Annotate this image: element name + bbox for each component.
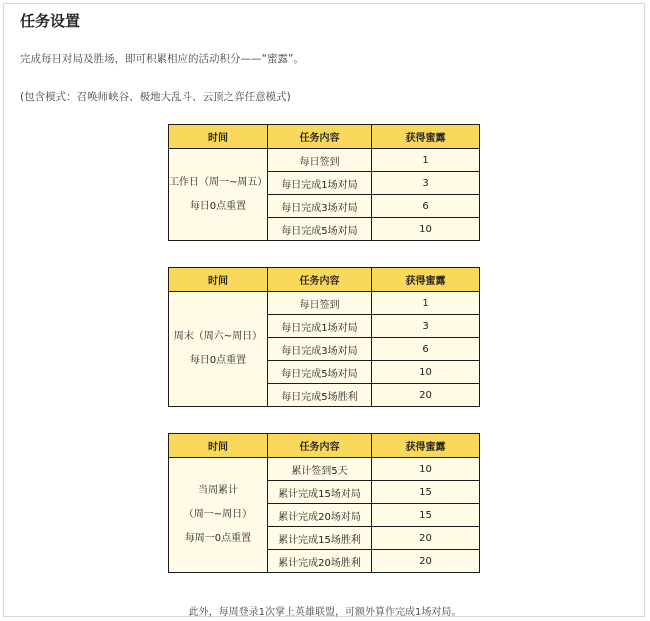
task-cell: 每日完成1场对局 <box>268 315 372 338</box>
header-task: 任务内容 <box>268 434 372 458</box>
reward-cell: 20 <box>372 550 480 573</box>
table-row <box>169 292 480 315</box>
task-cell: 累计完成20场对局 <box>268 504 372 527</box>
header-task: 任务内容 <box>268 125 372 149</box>
period-cell <box>169 458 268 573</box>
task-cell: 每日完成5场对局 <box>268 361 372 384</box>
header-reward: 获得蜜露 <box>372 434 480 458</box>
header-reward: 获得蜜露 <box>372 125 480 149</box>
reward-cell: 15 <box>372 504 480 527</box>
reward-cell: 10 <box>372 458 480 481</box>
period-cell <box>169 149 268 241</box>
page-title: 任务设置 <box>20 12 81 30</box>
task-cell: 每日完成3场对局 <box>268 338 372 361</box>
reward-cell: 1 <box>372 292 480 315</box>
reward-cell: 10 <box>372 361 480 384</box>
header-time: 时间 <box>169 434 268 458</box>
task-cell: 每日完成5场胜利 <box>268 384 372 407</box>
intro-text: 完成每日对局及胜场，即可积累相应的活动积分——“蜜露”。 <box>20 53 304 65</box>
task-cell: 每日完成3场对局 <box>268 195 372 218</box>
table-row <box>169 149 480 172</box>
task-cell: 累计签到5天 <box>268 458 372 481</box>
weekend-task-table <box>168 267 480 407</box>
task-cell: 累计完成15场对局 <box>268 481 372 504</box>
table-header-row <box>169 268 480 292</box>
reward-cell: 20 <box>372 384 480 407</box>
weekday-task-table <box>168 124 480 241</box>
period-line: 每日0点重置 <box>189 200 247 212</box>
task-cell: 累计完成20场胜利 <box>268 550 372 573</box>
period-line: 工作日（周一~周五） <box>169 176 268 188</box>
period-line: 每周一0点重置 <box>184 533 252 544</box>
footer-note: 此外，每周登录1次掌上英雄联盟，可额外算作完成1场对局。 <box>188 607 462 618</box>
reward-cell: 3 <box>372 315 480 338</box>
reward-cell: 3 <box>372 172 480 195</box>
reward-cell: 10 <box>372 218 480 241</box>
period-line: 周末（周六~周日） <box>173 331 263 342</box>
period-line: 当周累计 <box>198 485 238 496</box>
table-header-row <box>169 434 480 458</box>
table-header-row <box>169 125 480 149</box>
task-cell: 每日完成1场对局 <box>268 172 372 195</box>
task-cell: 每日签到 <box>268 292 372 315</box>
header-time: 时间 <box>169 268 268 292</box>
period-line: （周一~周日） <box>183 509 253 520</box>
header-time: 时间 <box>169 125 268 149</box>
header-task: 任务内容 <box>268 268 372 292</box>
task-cell: 每日签到 <box>268 149 372 172</box>
table-row <box>169 458 480 481</box>
period-cell <box>169 292 268 407</box>
task-cell: 累计完成15场胜利 <box>268 527 372 550</box>
period-line: 每日0点重置 <box>189 355 247 366</box>
reward-cell: 1 <box>372 149 480 172</box>
reward-cell: 20 <box>372 527 480 550</box>
reward-cell: 6 <box>372 338 480 361</box>
reward-cell: 6 <box>372 195 480 218</box>
header-reward: 获得蜜露 <box>372 268 480 292</box>
weekly-task-table <box>168 433 480 573</box>
task-cell: 每日完成5场对局 <box>268 218 372 241</box>
modes-note: (包含模式：召唤师峡谷、极地大乱斗、云顶之弈任意模式) <box>20 91 291 103</box>
reward-cell: 15 <box>372 481 480 504</box>
